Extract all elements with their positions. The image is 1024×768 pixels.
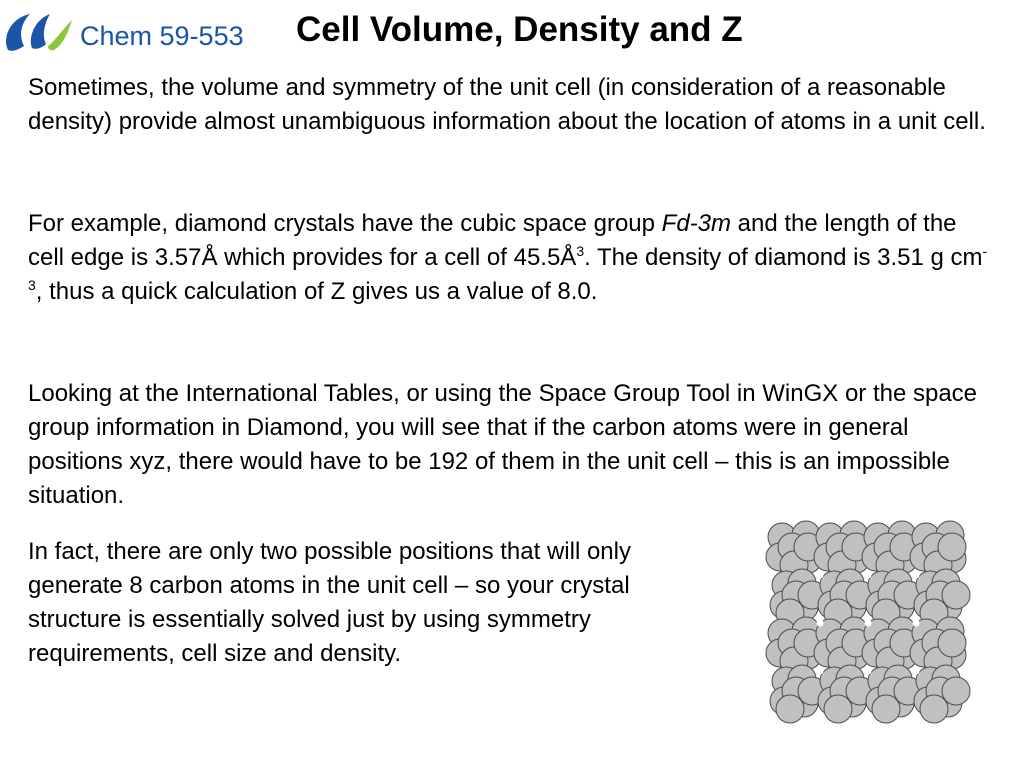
university-logo	[2, 10, 76, 54]
slide-title: Cell Volume, Density and Z	[296, 10, 743, 49]
logo-blue-swoosh-2	[31, 14, 50, 49]
interstitial-site	[913, 668, 920, 675]
diamond-structure-figure	[762, 519, 972, 731]
interstitial-site	[817, 620, 824, 627]
interstitial-site	[817, 668, 824, 675]
paragraph-intro: Sometimes, the volume and symmetry of the unit cell (in consideration of a reasonable density) provide almost unambiguous information about the location of atoms in a unit cell.	[28, 74, 986, 135]
carbon-atom-sphere	[920, 695, 948, 723]
interstitial-site	[913, 620, 920, 627]
p2-text-d: , thus a quick calculation of Z gives us a value of 8.0.	[35, 278, 598, 305]
carbon-atom-sphere	[824, 695, 852, 723]
interstitial-site	[865, 572, 872, 579]
carbon-atom-sphere	[942, 581, 970, 609]
p2-text-c: . The density of diamond is 3.51 g cm	[584, 244, 983, 271]
interstitial-site	[913, 572, 920, 579]
superscript-cubed: 3	[576, 243, 585, 259]
interstitial-site	[865, 620, 872, 627]
course-code: Chem 59-553	[80, 21, 244, 51]
p2-text-b: and the length of the cell edge is 3.57Å which provides for a cell of 45.5Å	[28, 210, 957, 271]
interstitial-site	[865, 668, 872, 675]
carbon-atom-sphere	[938, 533, 966, 561]
logo-blue-swoosh	[6, 14, 30, 51]
space-group-symbol: Fd-3m	[661, 210, 731, 237]
paragraph-diamond-example	[28, 207, 988, 309]
paragraph-international-tables: Looking at the International Tables, or using the Space Group Tool in WinGX or the space group information in Diamond, you will see that if the carbon atoms were in general positions xyz, there would have to be 192 of them in the unit cell – this is an impossible situation.	[28, 380, 978, 509]
carbon-atom-sphere	[776, 695, 804, 723]
p2-text-a: For example, diamond crystals have the cubic space group	[28, 210, 662, 237]
slide-header	[0, 0, 1024, 62]
paragraph-conclusion: In fact, there are only two possible positions that will only generate 8 carbon atoms in the unit cell – so your crystal structure is essentially solved just by using symmetry requirements, cell size and density.	[28, 538, 631, 667]
superscript-neg3: -3	[28, 243, 988, 293]
interstitial-site	[817, 572, 824, 579]
carbon-atom-sphere	[872, 695, 900, 723]
carbon-atom-sphere	[942, 677, 970, 705]
logo-green-swoosh	[48, 20, 72, 50]
carbon-atom-sphere	[938, 629, 966, 657]
